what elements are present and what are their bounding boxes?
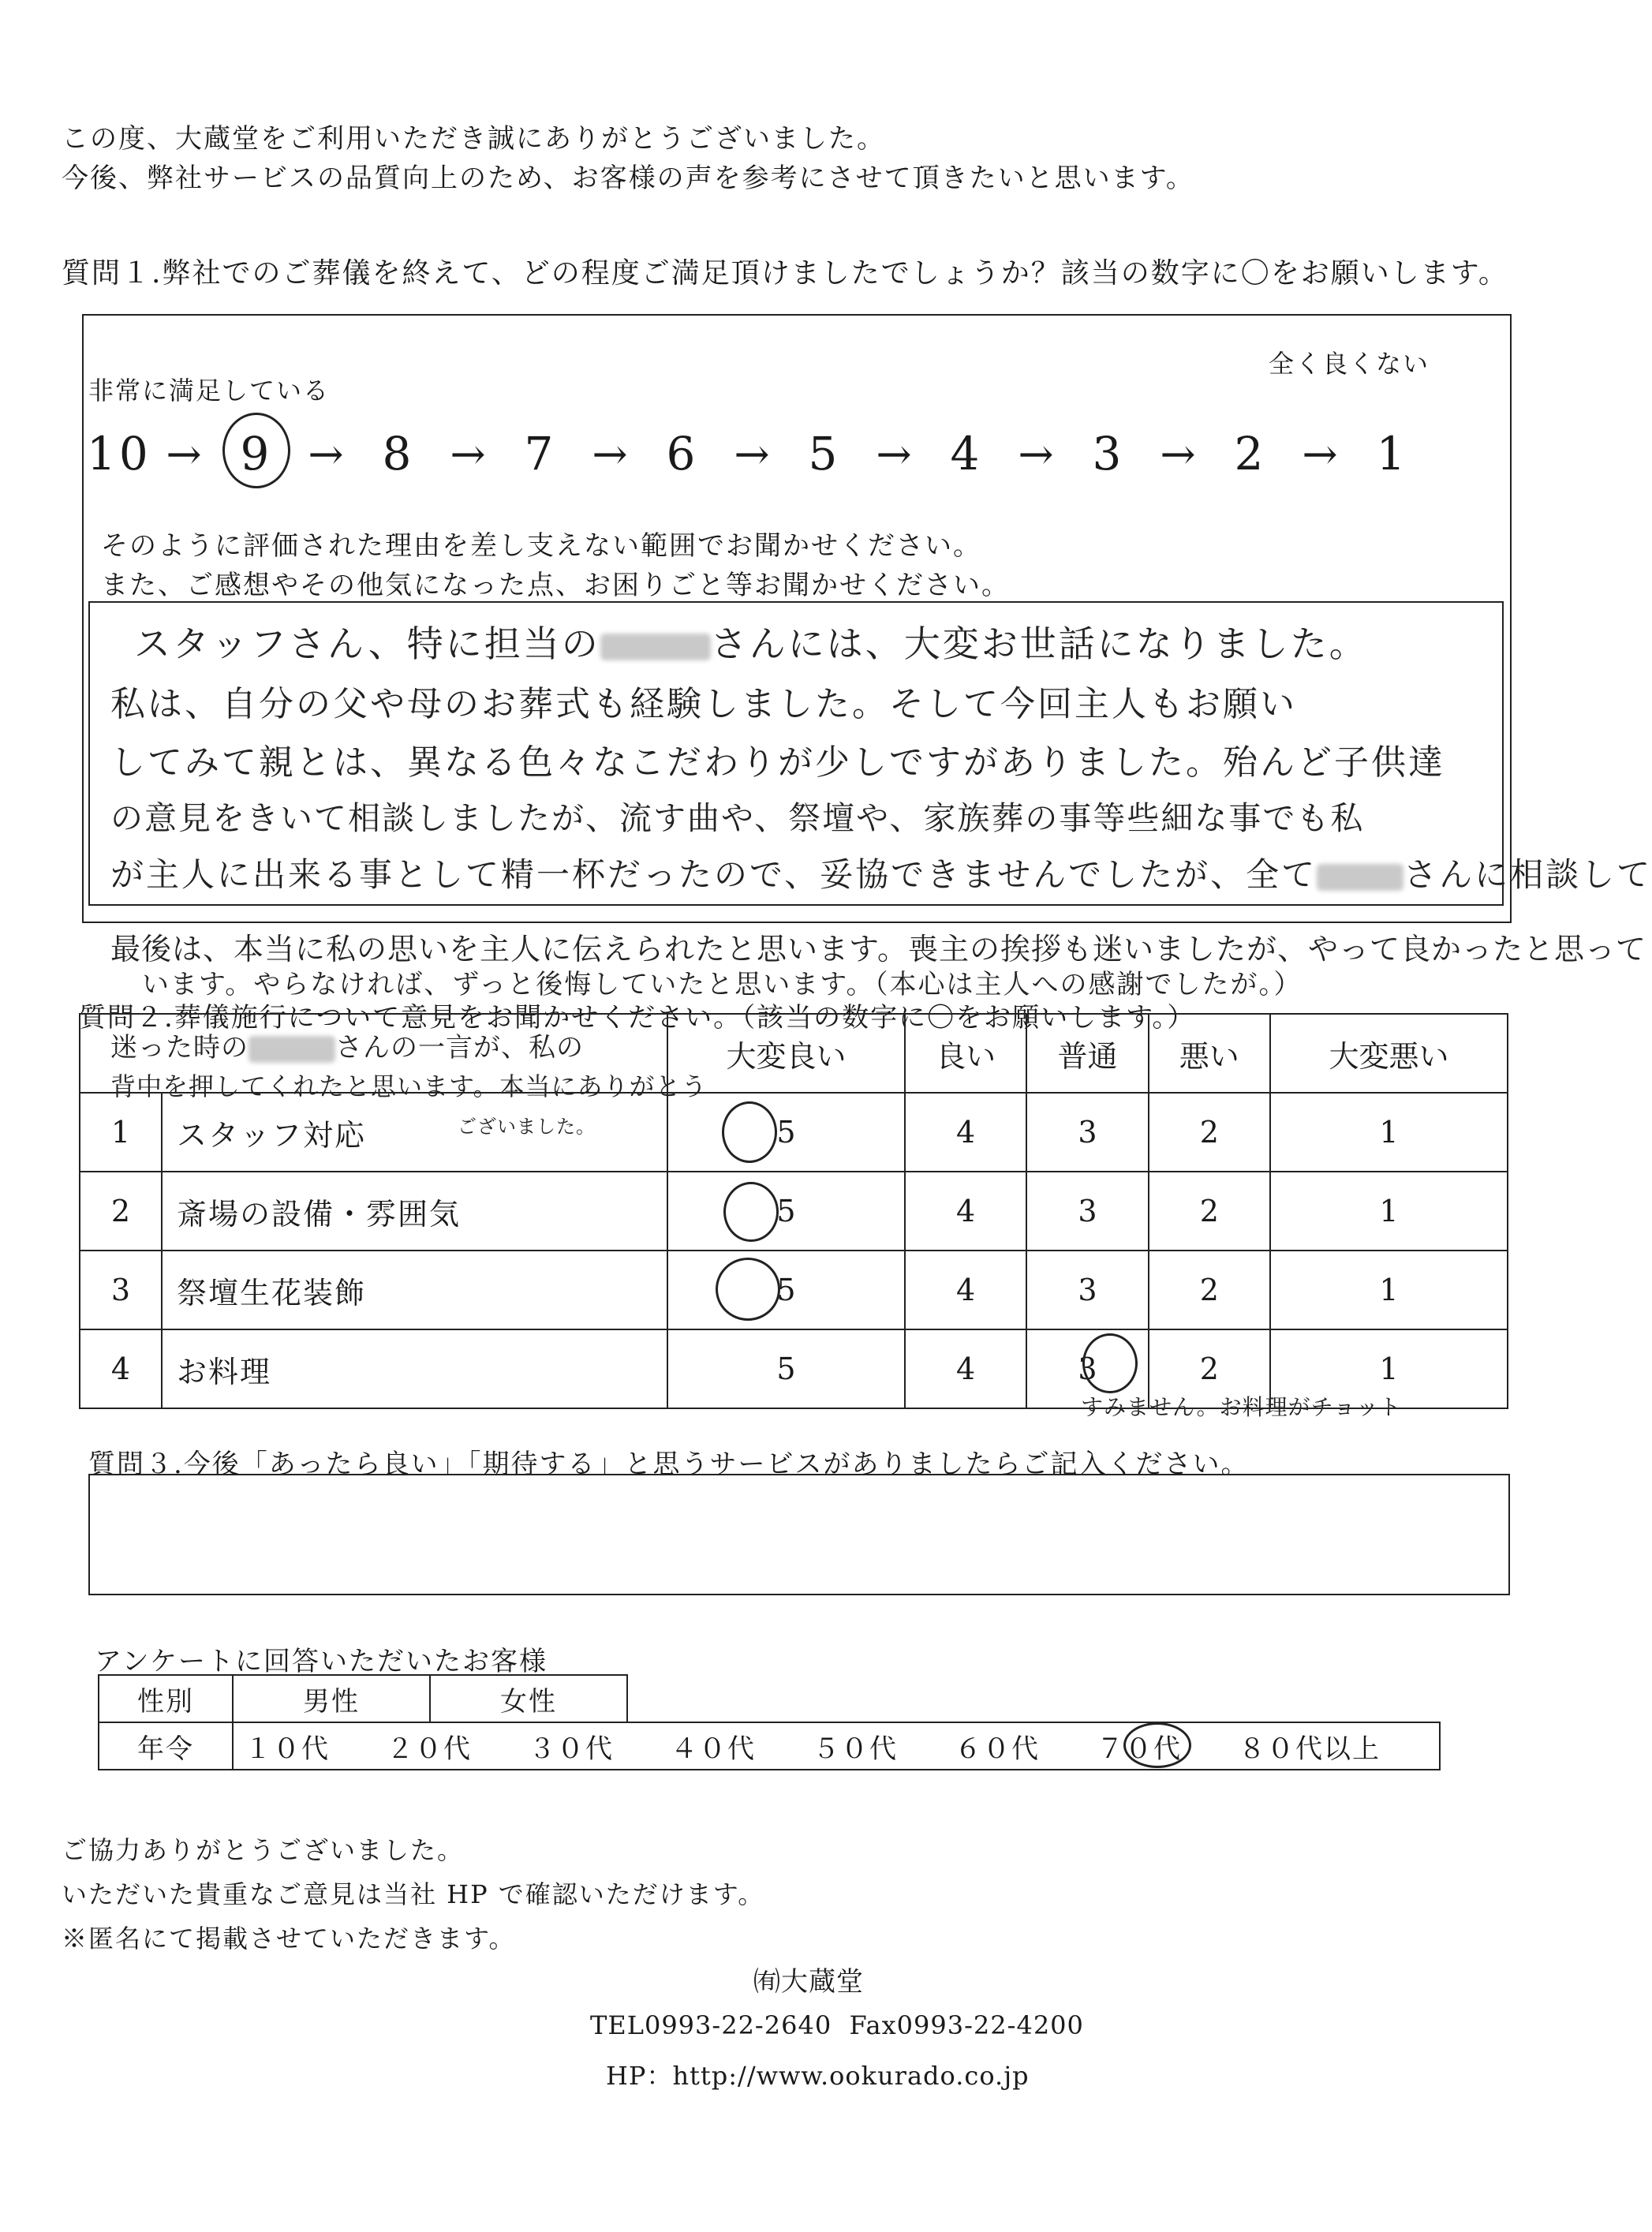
intro-line-1: この度、大蔵堂をご利用いただき誠にありがとうございました。 bbox=[62, 123, 885, 155]
respondent-title: アンケートに回答いただいたお客様 bbox=[95, 1646, 548, 1677]
age-option-40s[interactable]: ４０代 bbox=[671, 1733, 756, 1765]
answer-line-5 bbox=[110, 849, 1652, 896]
answer-line-1b: さんには、大変お世話になりました。 bbox=[710, 622, 1368, 665]
rating-cell[interactable] bbox=[667, 1093, 905, 1172]
q2-note-line-2: 背中を押してくれたと思います。本当にありがとう bbox=[110, 1071, 708, 1101]
question-1-title: 質問１.弊社でのご葬儀を終えて、どの程度ご満足頂けましたでしょうか？該当の数字に〇をお願いします。 bbox=[62, 257, 1508, 290]
row-number: 1 bbox=[80, 1093, 162, 1172]
intro-line-2: 今後、弊社サービスの品質向上のため、お客様の声を参考にさせて頂きたいと思います。 bbox=[62, 163, 1194, 194]
age-option-30s[interactable]: ３０代 bbox=[529, 1733, 614, 1765]
age-option-70s[interactable] bbox=[1097, 1727, 1239, 1766]
rating-cell[interactable]: 2 bbox=[1149, 1251, 1270, 1329]
scale-arrow: → bbox=[592, 428, 631, 479]
header-very-bad: 大変悪い bbox=[1270, 1014, 1508, 1093]
gender-option-female[interactable]: 女性 bbox=[430, 1675, 627, 1722]
answer-line-3: してみて親とは、異なる色々なこだわりが少しですがありました。殆んど子供達 bbox=[110, 742, 1445, 783]
age-option-50s[interactable]: ５０代 bbox=[813, 1733, 898, 1765]
footer-line-3: ※匿名にて掲載させていただきます。 bbox=[62, 1924, 516, 1953]
scale-arrow: → bbox=[734, 428, 773, 479]
rating-cell[interactable]: 1 bbox=[1270, 1172, 1508, 1251]
respondent-table bbox=[98, 1674, 1441, 1770]
row-number: 2 bbox=[80, 1172, 162, 1251]
footer-line-2: いただいた貴重なご意見は当社 HP で確認いただけます。 bbox=[62, 1879, 765, 1909]
q2-note-line-3: ございました。 bbox=[458, 1116, 596, 1138]
age-options bbox=[233, 1722, 1440, 1770]
rating-cell[interactable]: 1 bbox=[1270, 1251, 1508, 1329]
answer-line-5b: さんに相談して bbox=[1403, 855, 1652, 894]
row-item: 祭壇生花装飾 bbox=[162, 1251, 667, 1329]
answer-line-7: います。やらなければ、ずっと後悔していたと思います。（本心は主人への感謝でしたが。） bbox=[142, 969, 1303, 1000]
rating-value: 5 bbox=[776, 1115, 796, 1150]
scale-8[interactable]: 8 bbox=[382, 427, 415, 480]
scale-6[interactable]: 6 bbox=[666, 427, 699, 480]
answer-line-5a: が主人に出来る事として精一杯だったので、妥協できませんでしたが、全て bbox=[110, 855, 1317, 894]
age-option-80s[interactable]: ８０代以上 bbox=[1239, 1733, 1381, 1765]
q2-note-line-1 bbox=[110, 1026, 584, 1064]
gender-label: 性別 bbox=[99, 1675, 233, 1722]
scale-arrow: → bbox=[1302, 428, 1341, 479]
rating-cell[interactable]: 2 bbox=[1149, 1329, 1270, 1408]
scale-arrow: → bbox=[1160, 428, 1199, 479]
age-row bbox=[99, 1722, 1440, 1770]
question-1-prompt-2: また、ご感想やその他気になった点、お困りごと等お聞かせください。 bbox=[101, 570, 1010, 601]
question-2-title: 質問２.葬儀施行について意見をお聞かせください。（該当の数字に〇をお願いします。） bbox=[79, 1002, 1196, 1034]
redacted-name bbox=[600, 634, 711, 660]
footer-line-1: ご協力ありがとうございました。 bbox=[62, 1835, 465, 1865]
header-very-good: 大変良い bbox=[667, 1014, 905, 1093]
company-fax: Fax0993-22-4200 bbox=[849, 2010, 1084, 2040]
rating-cell[interactable]: 3 bbox=[1026, 1172, 1148, 1251]
scale-10[interactable]: 10 bbox=[87, 427, 151, 480]
scale-9[interactable] bbox=[229, 427, 284, 480]
answer-line-4: の意見をきいて相談しましたが、流す曲や、祭壇や、家族葬の事等些細な事でも私 bbox=[110, 799, 1365, 837]
selected-circle bbox=[723, 1182, 779, 1242]
rating-cell[interactable]: 4 bbox=[905, 1251, 1026, 1329]
scale-arrow: → bbox=[166, 428, 205, 479]
answer-line-1 bbox=[134, 615, 1368, 667]
selected-circle bbox=[722, 1101, 777, 1163]
header-average: 普通 bbox=[1026, 1014, 1148, 1093]
age-option-60s[interactable]: ６０代 bbox=[955, 1733, 1040, 1765]
age-option-20s[interactable]: ２０代 bbox=[387, 1733, 472, 1765]
scale-1[interactable]: 1 bbox=[1376, 427, 1409, 480]
rating-cell[interactable]: 5 bbox=[667, 1329, 905, 1408]
scale-7[interactable]: 7 bbox=[524, 427, 557, 480]
scale-arrow: → bbox=[450, 428, 489, 479]
selected-circle bbox=[1082, 1333, 1138, 1393]
header-bad: 悪い bbox=[1149, 1014, 1270, 1093]
row-number: 4 bbox=[80, 1329, 162, 1408]
age-option-10s[interactable]: １０代 bbox=[245, 1733, 330, 1765]
rating-value: 5 bbox=[776, 1194, 796, 1228]
age-label: 年令 bbox=[99, 1722, 233, 1770]
selected-circle bbox=[222, 413, 290, 488]
scale-2[interactable]: 2 bbox=[1234, 427, 1267, 480]
rating-cell[interactable]: 4 bbox=[905, 1093, 1026, 1172]
scale-label-high: 非常に満足している bbox=[88, 376, 331, 406]
rating-value: 5 bbox=[776, 1273, 796, 1307]
company-tel: TEL0993-22-2640 bbox=[590, 2010, 832, 2040]
redacted-name bbox=[249, 1036, 335, 1063]
rating-cell[interactable]: 3 bbox=[1026, 1093, 1148, 1172]
q2-note-line-1b: さんの一言が、私の bbox=[335, 1032, 584, 1064]
rating-cell[interactable] bbox=[667, 1251, 905, 1329]
scale-arrow: → bbox=[1018, 428, 1057, 479]
scale-label-low: 全く良くない bbox=[1269, 349, 1430, 379]
scale-4[interactable]: 4 bbox=[950, 427, 983, 480]
company-name: ㈲大蔵堂 bbox=[753, 1966, 864, 1998]
answer-line-1a: スタッフさん、特に担当の bbox=[134, 622, 600, 665]
age-option-70s-label: ７０代 bbox=[1097, 1733, 1182, 1765]
question-3-title: 質問３.今後「あったら良い」「期待する」と思うサービスがありましたらご記入ください。 bbox=[88, 1449, 1250, 1480]
question-1-prompt-1: そのように評価された理由を差し支えない範囲でお聞かせください。 bbox=[101, 530, 981, 562]
table-row bbox=[80, 1172, 1508, 1251]
selected-circle bbox=[1123, 1722, 1191, 1768]
q2-note-line-1a: 迷った時の bbox=[110, 1032, 249, 1064]
scale-9-label: 9 bbox=[240, 427, 273, 480]
rating-cell[interactable]: 1 bbox=[1270, 1093, 1508, 1172]
table-row bbox=[80, 1093, 1508, 1172]
row-number: 3 bbox=[80, 1251, 162, 1329]
gender-row-spacer bbox=[627, 1675, 1440, 1722]
gender-row bbox=[99, 1675, 1440, 1722]
rating-cell[interactable]: 1 bbox=[1270, 1329, 1508, 1408]
scale-3[interactable]: 3 bbox=[1092, 427, 1125, 480]
rating-cell[interactable]: 4 bbox=[905, 1172, 1026, 1251]
header-good: 良い bbox=[905, 1014, 1026, 1093]
row-item: お料理 bbox=[162, 1329, 667, 1408]
row-item: 斎場の設備・雰囲気 bbox=[162, 1172, 667, 1251]
food-note: すみません。お料理がチョット bbox=[1081, 1394, 1402, 1420]
question-3-answer-box[interactable] bbox=[88, 1474, 1510, 1595]
rating-value: 3 bbox=[1078, 1352, 1097, 1386]
rating-cell[interactable]: 4 bbox=[905, 1329, 1026, 1408]
selected-circle bbox=[716, 1258, 780, 1321]
scale-arrow: → bbox=[308, 428, 347, 479]
redacted-name bbox=[1317, 864, 1403, 891]
gender-option-male[interactable]: 男性 bbox=[233, 1675, 430, 1722]
company-contact bbox=[590, 2010, 1084, 2040]
rating-cell[interactable]: 2 bbox=[1149, 1172, 1270, 1251]
rating-cell[interactable]: 3 bbox=[1026, 1251, 1148, 1329]
scale-arrow: → bbox=[876, 428, 915, 479]
row-item: スタッフ対応 bbox=[162, 1093, 667, 1172]
answer-line-2: 私は、自分の父や母のお葬式も経験しました。そして今回主人もお願い bbox=[110, 684, 1297, 724]
table-row bbox=[80, 1251, 1508, 1329]
rating-cell[interactable] bbox=[667, 1172, 905, 1251]
scale-5[interactable]: 5 bbox=[808, 427, 841, 480]
answer-line-6: 最後は、本当に私の思いを主人に伝えられたと思います。喪主の挨拶も迷いましたが、やって良かったと思って bbox=[110, 932, 1646, 966]
satisfaction-scale bbox=[87, 410, 1467, 497]
rating-cell[interactable]: 2 bbox=[1149, 1093, 1270, 1172]
company-website[interactable]: HP：http://www.ookurado.co.jp bbox=[606, 2061, 1030, 2091]
